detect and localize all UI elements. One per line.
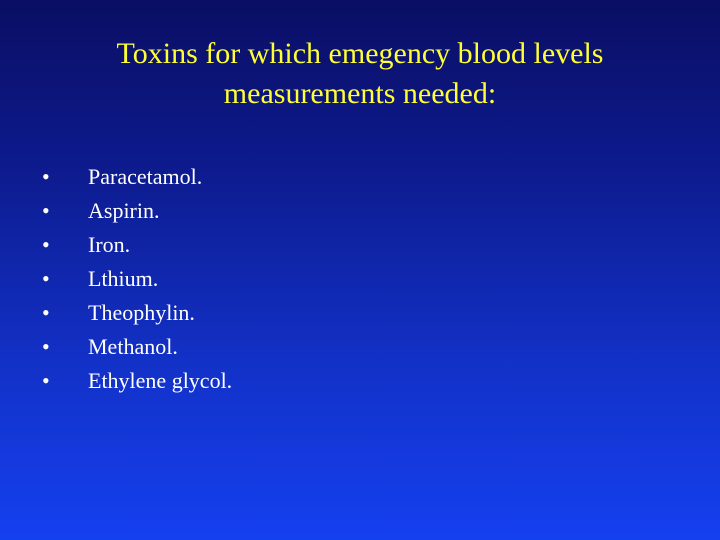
list-item bbox=[40, 160, 232, 194]
bullet-icon: • bbox=[42, 334, 50, 359]
list-item bbox=[40, 228, 232, 262]
list-item bbox=[40, 296, 232, 330]
title-line-2: measurements needed: bbox=[223, 77, 497, 110]
list-item bbox=[40, 194, 232, 228]
toxin-list bbox=[40, 160, 232, 398]
list-item bbox=[40, 330, 232, 364]
list-item-text: Lthium. bbox=[88, 266, 159, 291]
list-item bbox=[40, 364, 232, 398]
title-line-1: Toxins for which emegency blood levels bbox=[116, 37, 604, 70]
slide-title bbox=[60, 34, 660, 114]
list-item-text: Methanol. bbox=[88, 334, 178, 359]
bullet-icon: • bbox=[42, 300, 50, 325]
bullet-icon: • bbox=[42, 232, 50, 257]
list-item-text: Aspirin. bbox=[88, 198, 160, 223]
bullet-icon: • bbox=[42, 198, 50, 223]
list-item-text: Theophylin. bbox=[88, 300, 195, 325]
bullet-icon: • bbox=[42, 368, 50, 393]
list-item-text: Paracetamol. bbox=[88, 164, 203, 189]
bullet-icon: • bbox=[42, 164, 50, 189]
list-item bbox=[40, 262, 232, 296]
list-item-text: Ethylene glycol. bbox=[88, 368, 233, 393]
bullet-icon: • bbox=[42, 266, 50, 291]
list-item-text: Iron. bbox=[88, 232, 131, 257]
